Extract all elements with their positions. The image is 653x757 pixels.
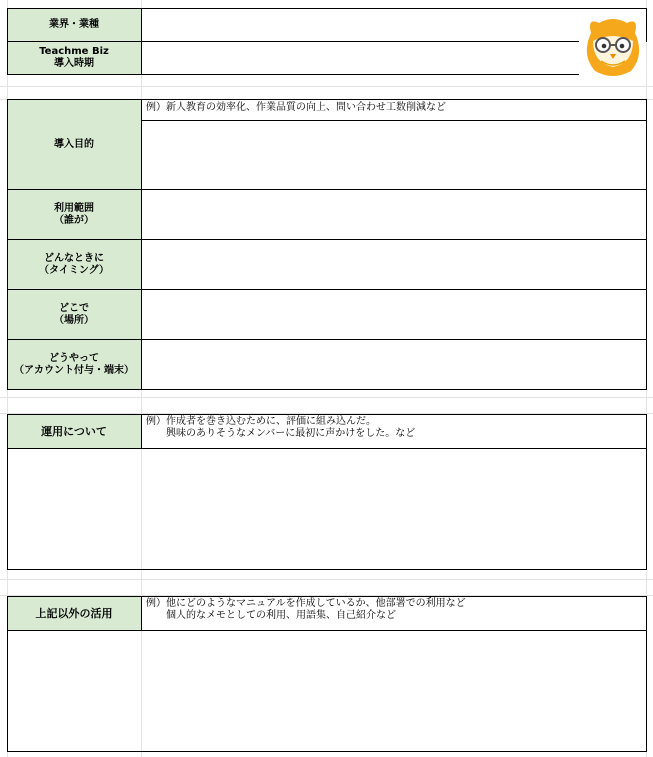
industry-input[interactable] — [142, 9, 646, 41]
intro-time-input[interactable] — [142, 42, 579, 74]
owl-mascot-icon — [579, 15, 647, 79]
other-use-label: 上記以外の活用 — [7, 597, 141, 630]
operation-label: 運用について — [7, 415, 141, 448]
purpose-hint: 例）新人教育の効率化、作業品質の向上、問い合わせ工数削減など — [146, 102, 446, 113]
purpose-input[interactable] — [142, 121, 646, 189]
other-use-hint: 例）他にどのようなマニュアルを作成しているか、他部署での利用など 個人的なメモとしての利用、用語集、自己紹介など — [146, 598, 466, 621]
scope-how-input[interactable] — [142, 340, 646, 389]
purpose-label: 導入目的 — [7, 100, 141, 189]
operation-hint: 例）作成者を巻き込むために、評価に組み込んだ。 興味のありそうなメンバーに最初に声かけをした。など — [146, 416, 416, 439]
scope-where-label: どこで （場所） — [7, 290, 141, 339]
scope-when-label: どんなときに （タイミング） — [7, 240, 141, 289]
scope-who-label: 利用範囲 （誰が） — [7, 190, 141, 239]
operation-input[interactable] — [8, 449, 646, 569]
scope-who-input[interactable] — [142, 190, 646, 239]
intro-time-label: Teachme Biz 導入時期 — [7, 42, 141, 74]
scope-when-input[interactable] — [142, 240, 646, 289]
scope-where-input[interactable] — [142, 290, 646, 339]
industry-label: 業界・業種 — [7, 8, 141, 41]
other-use-input[interactable] — [8, 631, 646, 751]
scope-how-label: どうやって （アカウント付与・端末） — [7, 340, 141, 389]
